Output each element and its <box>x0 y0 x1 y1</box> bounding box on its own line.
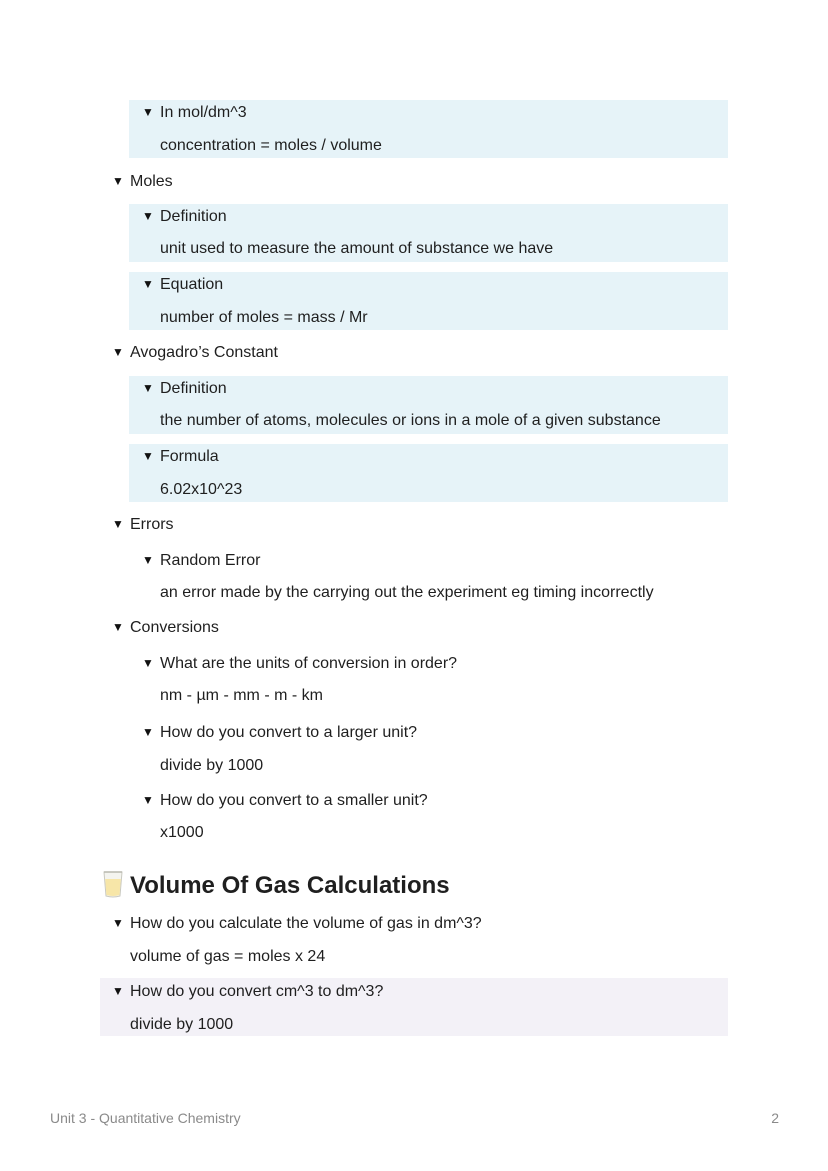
toggle-body: unit used to measure the amount of substance we have <box>160 240 554 257</box>
toggle-body: the number of atoms, molecules or ions in a mole of a given substance <box>160 412 661 429</box>
triangle-down-icon[interactable]: ▼ <box>142 553 154 567</box>
toggle-moles-equation[interactable] <box>142 274 223 295</box>
toggle-random-error[interactable] <box>142 550 260 571</box>
toggle-title: How do you calculate the volume of gas in dm^3? <box>130 915 482 932</box>
glass-icon <box>102 870 124 898</box>
toggle-body: 6.02x10^23 <box>160 481 243 498</box>
toggle-title: Equation <box>160 276 224 293</box>
toggle-body: volume of gas = moles x 24 <box>130 948 326 965</box>
toggle-gas-volume[interactable] <box>112 913 482 934</box>
section-title: Volume Of Gas Calculations <box>130 872 450 899</box>
toggle-title: How do you convert to a smaller unit? <box>160 792 428 809</box>
triangle-down-icon[interactable]: ▼ <box>112 517 124 531</box>
toggle-body: divide by 1000 <box>160 757 264 774</box>
toggle-title: Definition <box>160 380 227 397</box>
section-heading <box>102 870 450 902</box>
toggle-body: nm - µm - mm - m - km <box>160 687 323 704</box>
triangle-down-icon[interactable]: ▼ <box>142 105 154 119</box>
triangle-down-icon[interactable]: ▼ <box>142 725 154 739</box>
toggle-body: x1000 <box>160 824 204 841</box>
triangle-down-icon[interactable]: ▼ <box>112 984 124 998</box>
toggle-moles[interactable] <box>112 171 173 192</box>
toggle-body: an error made by the carrying out the experiment eg timing incorrectly <box>160 584 654 601</box>
toggle-title: Random Error <box>160 552 261 569</box>
toggle-body: concentration = moles / volume <box>160 137 382 154</box>
triangle-down-icon[interactable]: ▼ <box>112 174 124 188</box>
toggle-title: Avogadro’s Constant <box>130 344 278 361</box>
toggle-title: In mol/dm^3 <box>160 104 247 121</box>
triangle-down-icon[interactable]: ▼ <box>142 793 154 807</box>
toggle-cm-to-dm[interactable] <box>112 981 383 1002</box>
toggle-title: How do you convert to a larger unit? <box>160 724 418 741</box>
toggle-moles-definition[interactable] <box>142 206 227 227</box>
triangle-down-icon[interactable]: ▼ <box>142 209 154 223</box>
triangle-down-icon[interactable]: ▼ <box>112 345 124 359</box>
toggle-title: Errors <box>130 516 174 533</box>
toggle-title: What are the units of conversion in order? <box>160 655 458 672</box>
toggle-body: divide by 1000 <box>130 1016 234 1033</box>
triangle-down-icon[interactable]: ▼ <box>142 381 154 395</box>
toggle-concentration-mol[interactable] <box>142 102 247 123</box>
toggle-title: Definition <box>160 208 227 225</box>
toggle-title: Moles <box>130 173 173 190</box>
triangle-down-icon[interactable]: ▼ <box>112 620 124 634</box>
triangle-down-icon[interactable]: ▼ <box>142 449 154 463</box>
toggle-larger-unit[interactable] <box>142 722 417 743</box>
toggle-title: Formula <box>160 448 219 465</box>
footer-doc-title: Unit 3 - Quantitative Chemistry <box>50 1110 241 1126</box>
toggle-units-order[interactable] <box>142 653 457 674</box>
triangle-down-icon[interactable]: ▼ <box>142 656 154 670</box>
toggle-conversions[interactable] <box>112 617 219 638</box>
toggle-body: number of moles = mass / Mr <box>160 309 368 326</box>
toggle-title: Conversions <box>130 619 219 636</box>
triangle-down-icon[interactable]: ▼ <box>112 916 124 930</box>
toggle-smaller-unit[interactable] <box>142 790 428 811</box>
toggle-title: How do you convert cm^3 to dm^3? <box>130 983 384 1000</box>
toggle-errors[interactable] <box>112 514 174 535</box>
toggle-avogadro[interactable] <box>112 342 278 363</box>
triangle-down-icon[interactable]: ▼ <box>142 277 154 291</box>
toggle-avogadro-definition[interactable] <box>142 378 227 399</box>
toggle-avogadro-formula[interactable] <box>142 446 219 467</box>
footer-page-number: 2 <box>771 1110 779 1126</box>
